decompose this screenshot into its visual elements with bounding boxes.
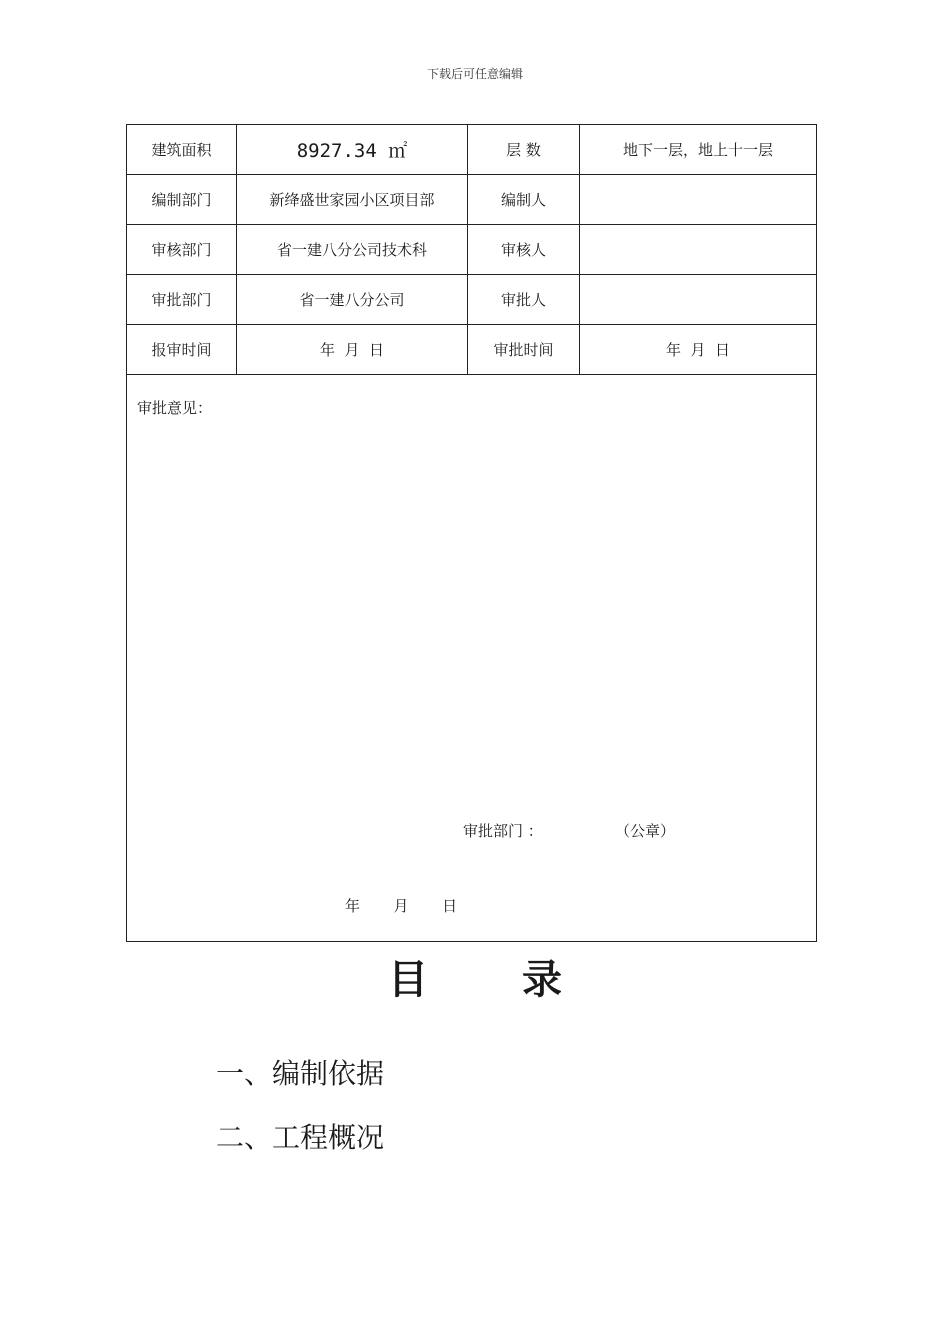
opinion-dept-label: 审批部门 ： [463, 822, 543, 840]
row-label: 建筑面积 [127, 125, 237, 175]
approver-value [580, 275, 817, 325]
table-row [127, 175, 817, 225]
floors-value: 地下一层，地上十一层 [580, 125, 817, 175]
row-label: 审核人 [468, 225, 580, 275]
row-label: 编制部门 [127, 175, 237, 225]
table-row [127, 325, 817, 375]
approve-dept-value: 省一建八分公司 [237, 275, 468, 325]
opinion-label: 审批意见： [137, 399, 213, 417]
row-label: 编制人 [468, 175, 580, 225]
row-label: 审核部门 [127, 225, 237, 275]
table-row [127, 275, 817, 325]
row-label: 审批时间 [468, 325, 580, 375]
compiler-value [580, 175, 817, 225]
opinion-date: 年 月 日 [345, 897, 458, 915]
approval-form-table [126, 124, 817, 942]
opinion-seal-label: （公章） [615, 822, 676, 840]
review-dept-value: 省一建八分公司技术科 [237, 225, 468, 275]
row-label: 报审时间 [127, 325, 237, 375]
row-label: 审批人 [468, 275, 580, 325]
header-note: 下载后可任意编辑 [426, 67, 523, 81]
compile-dept-value: 新绛盛世家园小区项目部 [237, 175, 468, 225]
toc-item: 一、编制依据 [216, 1057, 385, 1090]
reviewer-value [580, 225, 817, 275]
row-label: 审批部门 [127, 275, 237, 325]
row-label: 层 数 [468, 125, 580, 175]
opinion-row [127, 375, 817, 942]
table-row [127, 125, 817, 175]
table-row [127, 225, 817, 275]
submit-date-value: 年 月 日 [237, 325, 468, 375]
approve-date-value: 年 月 日 [580, 325, 817, 375]
toc-title: 目 录 [388, 956, 602, 1003]
opinion-cell [127, 375, 817, 942]
building-area-value: 8927.34 ㎡ [237, 125, 468, 175]
toc-item: 二、工程概况 [216, 1121, 385, 1154]
